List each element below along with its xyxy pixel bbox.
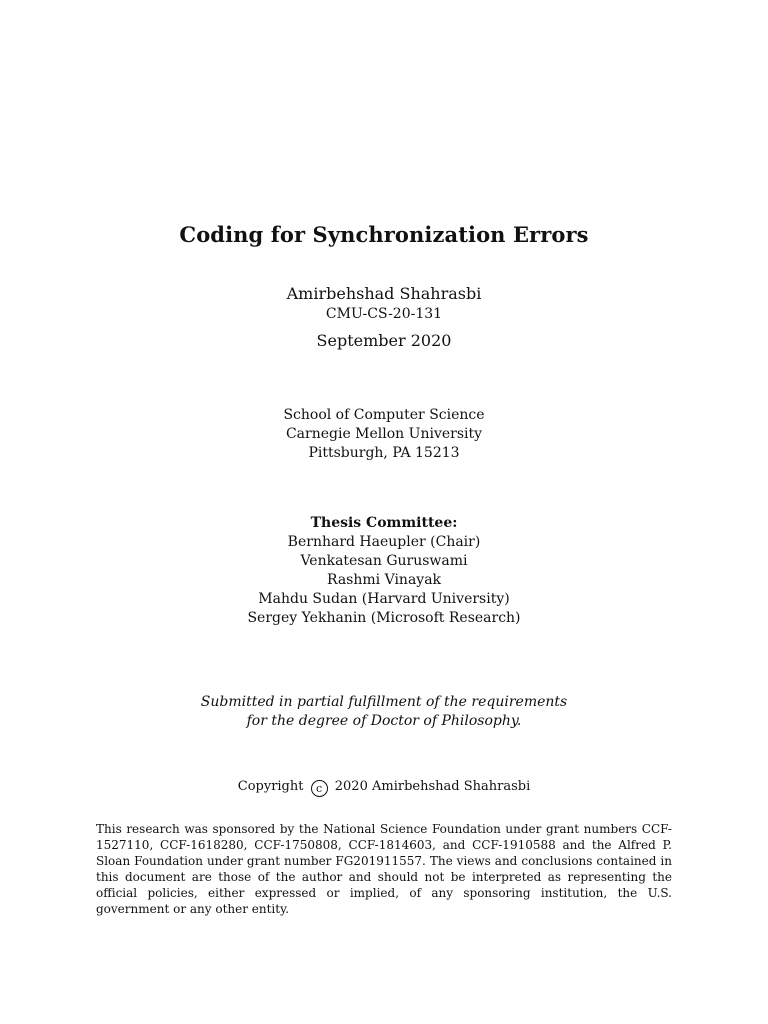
thesis-committee — [0, 514, 768, 628]
affiliation-school: School of Computer Science — [283, 407, 485, 423]
document-title: Coding for Synchronization Errors — [179, 222, 589, 247]
publication-date: September 2020 — [316, 331, 452, 350]
affiliation-block — [0, 406, 768, 463]
committee-member: Bernhard Haeupler (Chair) — [287, 534, 481, 550]
affiliation-university: Carnegie Mellon University — [285, 426, 483, 442]
sponsorship-note: This research was sponsored by the National Science Foundation under grant numbers CCF-1527110, CCF-1618280, CCF-1750808, CCF-1814603, and CCF-1910588 and the Alfred P. Sloan Foundation under grant number FG201911557. The views and conclusions contained in this document are those of the author and should not be interpreted as representing the official policies, either expressed or implied, of any sponsoring institution, the U.S. government or any other entity. — [96, 822, 672, 916]
copyright-line — [0, 779, 768, 797]
submission-line: Submitted in partial fulfillment of the requirements — [200, 694, 568, 710]
committee-member: Venkatesan Guruswami — [300, 553, 468, 569]
author-name: Amirbehshad Shahrasbi — [286, 284, 482, 303]
affiliation-address: Pittsburgh, PA 15213 — [308, 445, 460, 461]
submission-line: for the degree of Doctor of Philosophy. — [246, 713, 522, 729]
submission-statement — [0, 693, 768, 731]
committee-member: Sergey Yekhanin (Microsoft Research) — [247, 610, 521, 626]
report-number: CMU-CS-20-131 — [325, 306, 443, 322]
committee-member: Mahdu Sudan (Harvard University) — [258, 591, 510, 607]
copyright-icon: c — [311, 780, 328, 797]
committee-member: Rashmi Vinayak — [326, 572, 442, 588]
committee-heading: Thesis Committee: — [310, 515, 458, 531]
copyright-prefix: Copyright — [237, 779, 304, 794]
copyright-text: 2020 Amirbehshad Shahrasbi — [334, 779, 531, 794]
